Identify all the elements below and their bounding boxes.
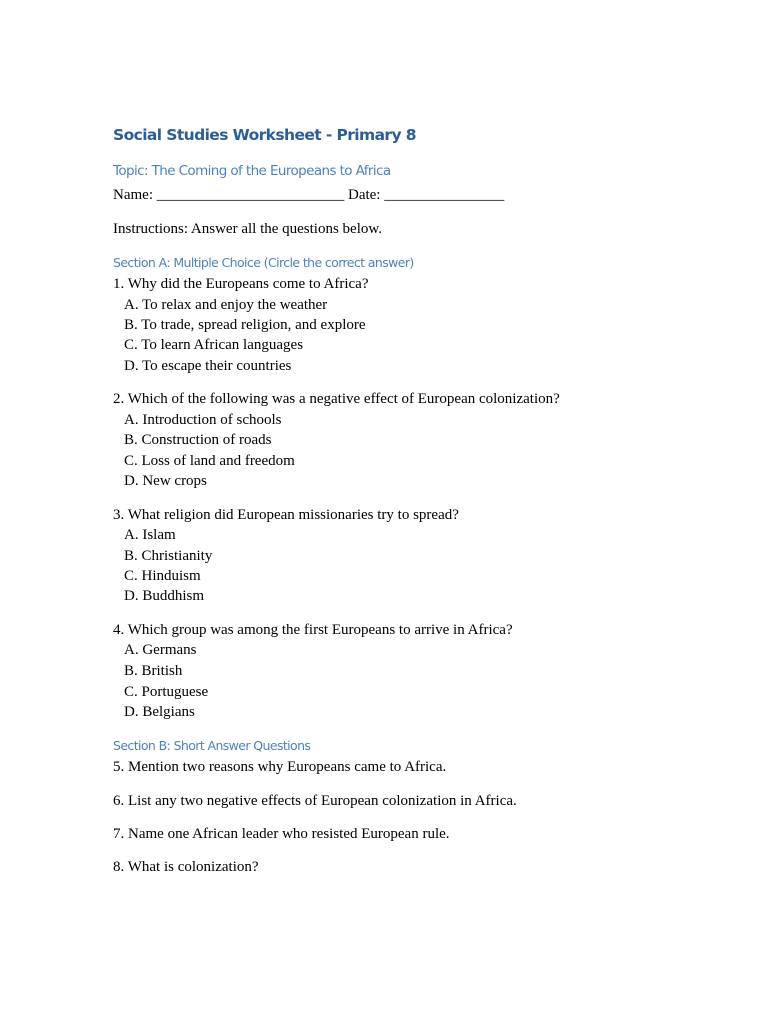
worksheet-page	[113, 0, 713, 1024]
question-5: 5. Mention two reasons why Europeans came to Africa.	[113, 759, 447, 775]
question-1-option-b: B. To trade, spread religion, and explore	[124, 317, 366, 333]
topic-heading: Topic: The Coming of the Europeans to Africa	[113, 163, 391, 179]
question-1-option-d: D. To escape their countries	[124, 358, 292, 374]
question-4-option-a: A. Germans	[124, 642, 197, 658]
question-2-option-b: B. Construction of roads	[124, 432, 272, 448]
question-7: 7. Name one African leader who resisted European rule.	[113, 826, 450, 842]
instructions-text: Instructions: Answer all the questions below.	[113, 221, 382, 237]
question-1: 1. Why did the Europeans come to Africa?	[113, 276, 369, 292]
question-1-option-c: C. To learn African languages	[124, 337, 304, 353]
question-6: 6. List any two negative effects of European colonization in Africa.	[113, 793, 517, 809]
question-1-option-a: A. To relax and enjoy the weather	[124, 297, 328, 313]
question-2-option-d: D. New crops	[124, 473, 207, 489]
question-2-option-a: A. Introduction of schools	[124, 412, 282, 428]
question-4: 4. Which group was among the first Europeans to arrive in Africa?	[113, 622, 513, 638]
question-3: 3. What religion did European missionaries try to spread?	[113, 507, 459, 523]
name-date-line: Name: _________________________ Date: ________________	[113, 187, 505, 203]
worksheet-title: Social Studies Worksheet - Primary 8	[113, 126, 416, 144]
question-3-option-b: B. Christianity	[124, 548, 213, 564]
question-3-option-a: A. Islam	[124, 527, 176, 543]
question-4-option-b: B. British	[124, 663, 183, 679]
question-2-option-c: C. Loss of land and freedom	[124, 453, 295, 469]
section-b-heading: Section B: Short Answer Questions	[113, 738, 311, 753]
question-3-option-d: D. Buddhism	[124, 588, 205, 604]
question-4-option-c: C. Portuguese	[124, 684, 209, 700]
question-3-option-c: C. Hinduism	[124, 568, 201, 584]
section-a-heading: Section A: Multiple Choice (Circle the correct answer)	[113, 255, 414, 270]
question-8: 8. What is colonization?	[113, 859, 259, 875]
question-2: 2. Which of the following was a negative effect of European colonization?	[113, 391, 560, 407]
question-4-option-d: D. Belgians	[124, 704, 195, 720]
